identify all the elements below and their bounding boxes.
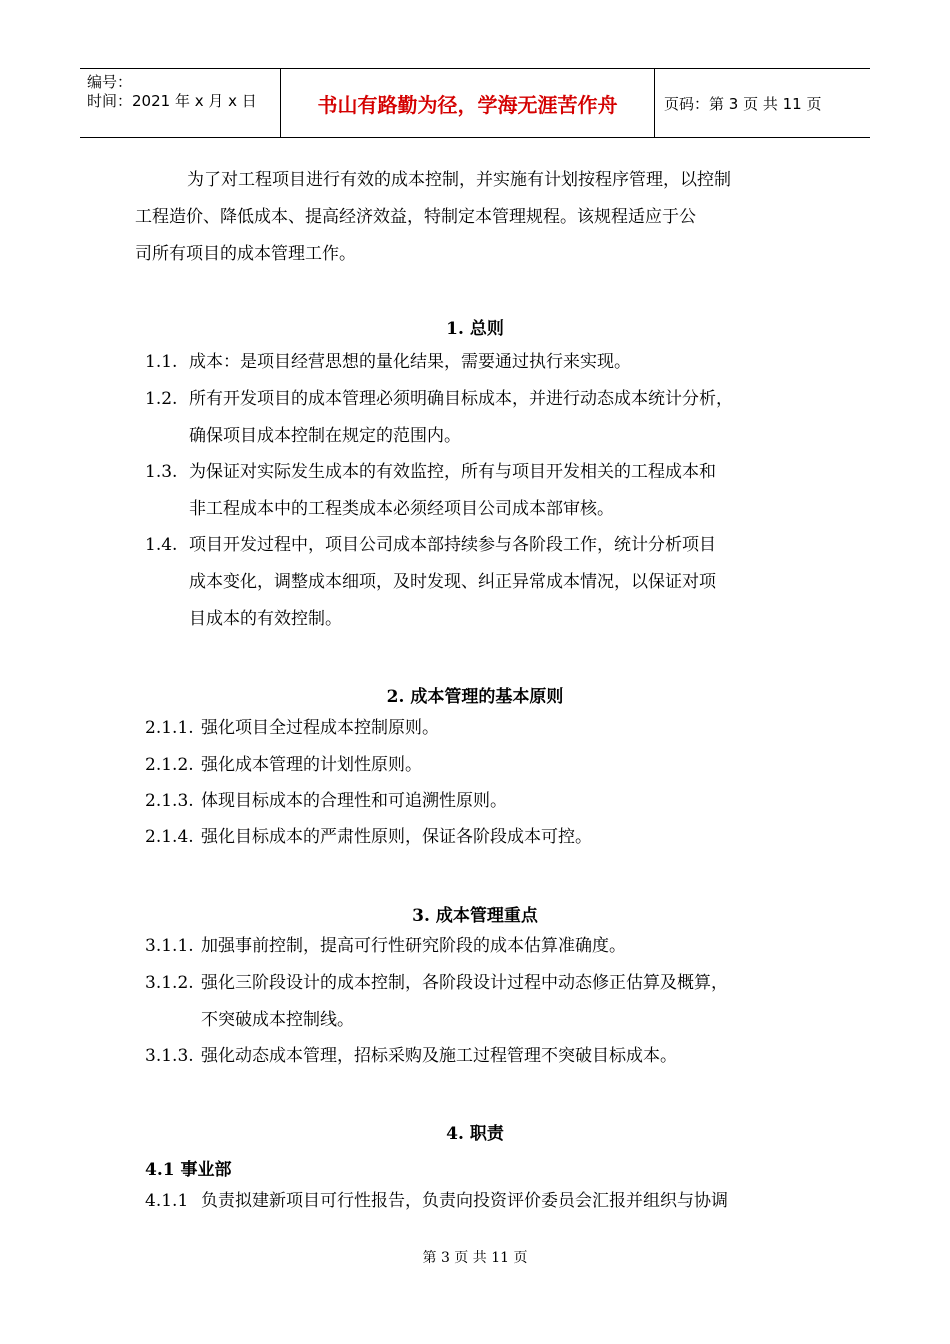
section-4-title: 4. 职责 <box>446 1124 504 1144</box>
list-item <box>145 527 825 638</box>
item-number: 2.1.1. <box>145 718 194 738</box>
intro-paragraph <box>135 162 815 273</box>
list-item <box>145 710 825 747</box>
item-text: 不突破成本控制线。 <box>201 1010 354 1030</box>
motto: 书山有路勤为径，学海无涯苦作舟 <box>281 69 655 137</box>
list-item <box>145 783 825 820</box>
item-text: 确保项目成本控制在规定的范围内。 <box>189 426 461 446</box>
time-label: 时间：2021 年 x 月 x 日 <box>87 92 257 110</box>
intro-line-2: 工程造价、降低成本、提高经济效益，特制定本管理规程。该规程适应于公 <box>135 207 696 227</box>
list-item <box>145 747 825 784</box>
header-left-cell <box>80 69 281 137</box>
list-item <box>145 344 825 381</box>
list-item <box>145 965 825 1039</box>
item-number: 4.1.1 <box>145 1191 189 1211</box>
item-text: 成本：是项目经营思想的量化结果，需要通过执行来实现。 <box>189 352 631 372</box>
intro-line-3: 司所有项目的成本管理工作。 <box>135 244 356 264</box>
section-1-title: 1. 总则 <box>446 319 504 339</box>
list-item <box>145 928 825 965</box>
item-text: 所有开发项目的成本管理必须明确目标成本，并进行动态成本统计分析， <box>189 389 733 409</box>
list-item <box>145 381 825 455</box>
page-info: 页码：第 3 页 共 11 页 <box>664 94 822 113</box>
intro-line-1: 为了对工程项目进行有效的成本控制，并实施有计划按程序管理，以控制 <box>187 170 731 190</box>
item-text: 加强事前控制，提高可行性研究阶段的成本估算准确度。 <box>201 936 626 956</box>
item-number: 3.1.2. <box>145 973 194 993</box>
item-text: 强化动态成本管理，招标采购及施工过程管理不突破目标成本。 <box>201 1046 677 1066</box>
code-label: 编号： <box>87 73 133 91</box>
item-text: 成本变化，调整成本细项，及时发现、纠正异常成本情况，以保证对项 <box>189 572 716 592</box>
item-number: 2.1.3. <box>145 791 194 811</box>
item-number: 1.2. <box>145 389 178 409</box>
header-table <box>80 68 870 138</box>
section-3-title: 3. 成本管理重点 <box>412 906 538 926</box>
list-item <box>145 819 825 856</box>
list-item <box>145 1183 825 1220</box>
item-text: 强化目标成本的严肃性原则，保证各阶段成本可控。 <box>201 827 592 847</box>
list-item <box>145 1038 825 1075</box>
item-number: 2.1.4. <box>145 827 194 847</box>
item-text: 强化项目全过程成本控制原则。 <box>201 718 439 738</box>
item-text: 体现目标成本的合理性和可追溯性原则。 <box>201 791 507 811</box>
item-number: 3.1.1. <box>145 936 194 956</box>
subsection-title: 4.1 事业部 <box>145 1160 232 1180</box>
page-footer: 第 3 页 共 11 页 <box>422 1250 528 1266</box>
item-text: 项目开发过程中，项目公司成本部持续参与各阶段工作，统计分析项目 <box>189 535 716 555</box>
item-text: 为保证对实际发生成本的有效监控，所有与项目开发相关的工程成本和 <box>189 462 716 482</box>
item-number: 1.4. <box>145 535 178 555</box>
item-text: 强化成本管理的计划性原则。 <box>201 755 422 775</box>
item-text: 非工程成本中的工程类成本必须经项目公司成本部审核。 <box>189 499 614 519</box>
item-number: 2.1.2. <box>145 755 194 775</box>
item-text: 目成本的有效控制。 <box>189 609 342 629</box>
item-number: 1.3. <box>145 462 178 482</box>
section-2-title: 2. 成本管理的基本原则 <box>386 687 564 707</box>
item-number: 3.1.3. <box>145 1046 194 1066</box>
item-text: 负责拟建新项目可行性报告，负责向投资评价委员会汇报并组织与协调 <box>201 1191 728 1211</box>
item-text: 强化三阶段设计的成本控制，各阶段设计过程中动态修正估算及概算， <box>201 973 728 993</box>
list-item <box>145 454 825 528</box>
item-number: 1.1. <box>145 352 178 372</box>
